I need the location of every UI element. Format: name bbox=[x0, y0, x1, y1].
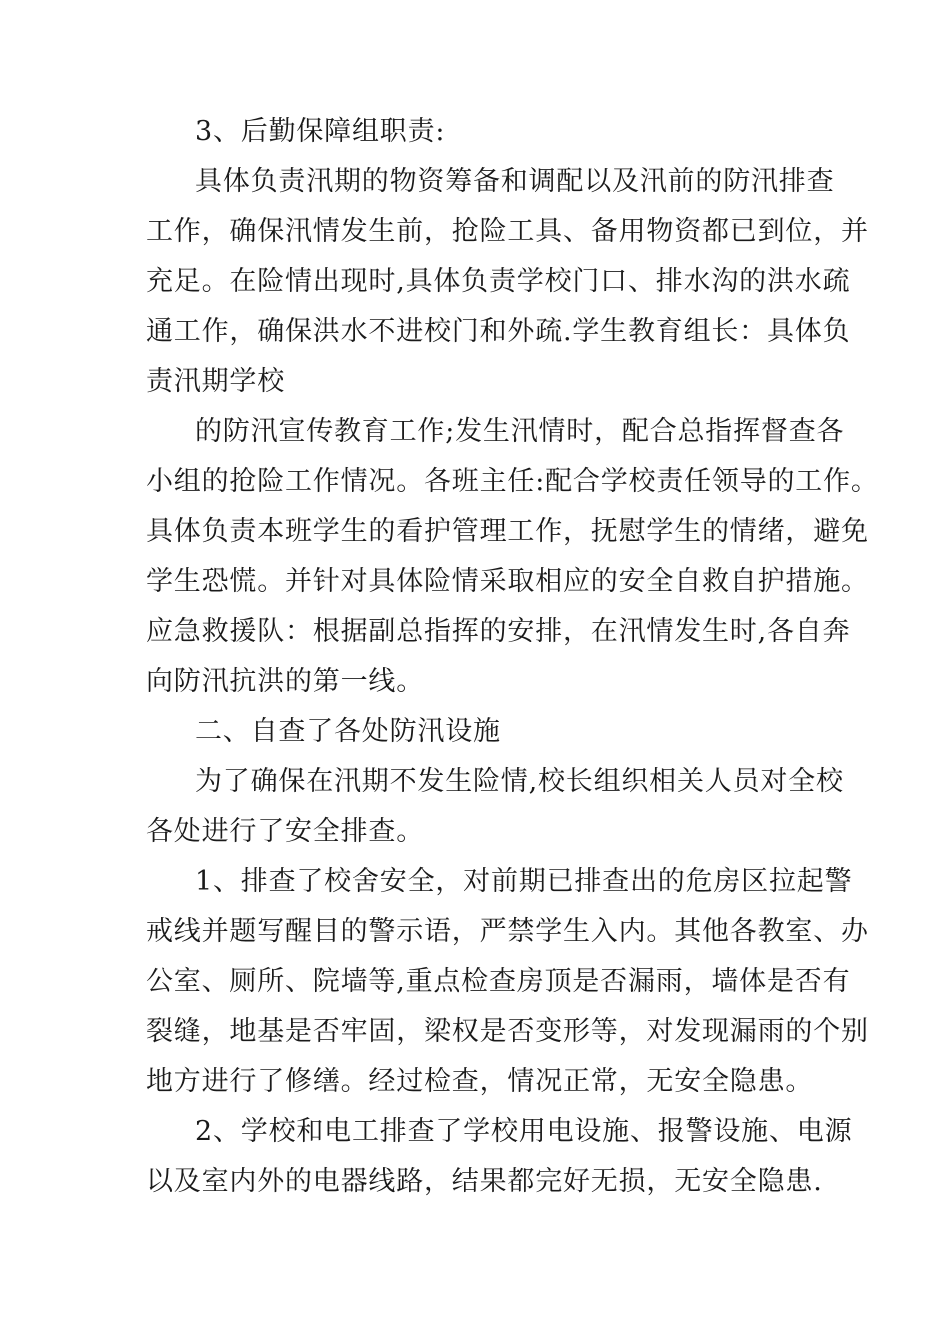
paragraph-line: 充足。在险情出现时,具体负责学校门口、排水沟的洪水疏 bbox=[146, 266, 851, 297]
paragraph-line: 以及室内外的电器线路，结果都完好无损，无安全隐患. bbox=[146, 1166, 823, 1197]
paragraph-line: 通工作，确保洪水不进校门和外疏.学生教育组长：具体负 bbox=[146, 316, 851, 347]
paragraph-line: 的防汛宣传教育工作;发生汛情时，配合总指挥督查各 bbox=[195, 416, 845, 447]
paragraph-line: 地方进行了修缮。经过检查，情况正常，无安全隐患。 bbox=[146, 1066, 814, 1097]
paragraph-line: 1、排查了校舍安全，对前期已排查出的危房区拉起警 bbox=[195, 866, 853, 897]
paragraph-line: 2、学校和电工排查了学校用电设施、报警设施、电源 bbox=[195, 1116, 853, 1147]
paragraph-line: 各处进行了安全排查。 bbox=[146, 816, 424, 847]
paragraph-line: 戒线并题写醒目的警示语，严禁学生入内。其他各教室、办 bbox=[146, 916, 869, 947]
paragraph-line: 学生恐慌。并针对具体险情采取相应的安全自救自护措施。 bbox=[146, 566, 869, 597]
section-heading-logistics: 3、后勤保障组职责: bbox=[195, 116, 446, 147]
paragraph-line: 公室、厕所、院墙等,重点检查房顶是否漏雨，墙体是否有 bbox=[146, 966, 851, 997]
paragraph-line: 应急救援队：根据副总指挥的安排，在汛情发生时,各自奔 bbox=[146, 616, 851, 647]
paragraph-line: 具体负责本班学生的看护管理工作，抚慰学生的情绪，避免 bbox=[146, 516, 869, 547]
paragraph-line: 小组的抢险工作情况。各班主任:配合学校责任领导的工作。 bbox=[146, 466, 879, 497]
paragraph-line: 工作，确保汛情发生前，抢险工具、备用物资都已到位，并 bbox=[146, 216, 869, 247]
paragraph-line: 裂缝，地基是否牢固，梁权是否变形等，对发现漏雨的个别 bbox=[146, 1016, 869, 1047]
paragraph-line: 责汛期学校 bbox=[146, 366, 285, 397]
section-heading-self-inspection: 二、自查了各处防汛设施 bbox=[195, 716, 501, 747]
paragraph-line: 向防汛抗洪的第一线。 bbox=[146, 666, 424, 697]
paragraph-line: 为了确保在汛期不发生险情,校长组织相关人员对全校 bbox=[195, 766, 844, 797]
paragraph-line: 具体负责汛期的物资筹备和调配以及汛前的防汛排查 bbox=[195, 166, 835, 197]
